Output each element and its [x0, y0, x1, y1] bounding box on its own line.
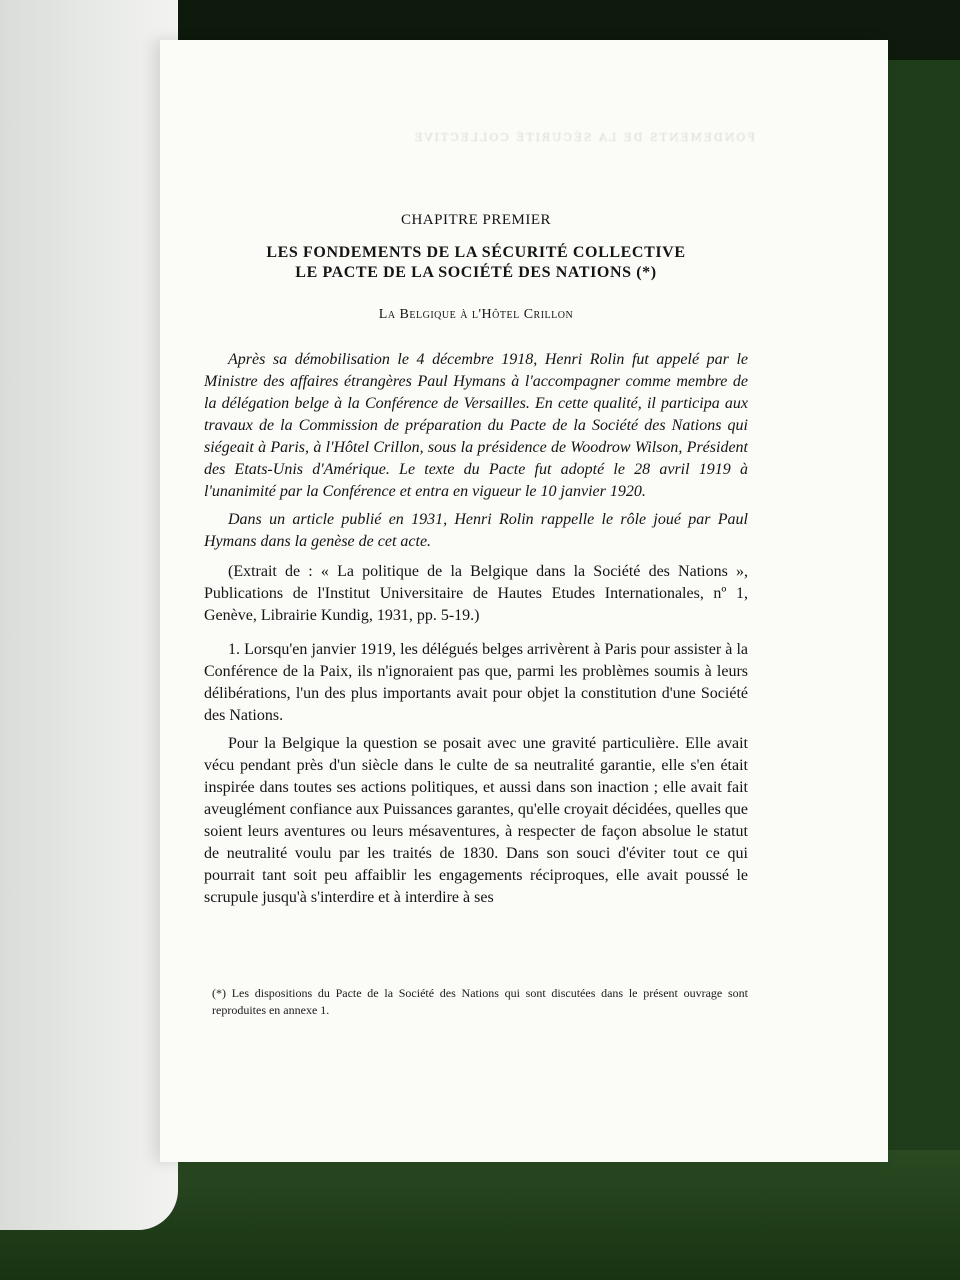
intro-paragraph-2: Dans un article publié en 1931, Henri Rolin rappelle le rôle joué par Paul Hymans dans la genèse de cet acte.	[204, 511, 748, 550]
left-page	[0, 0, 178, 1230]
section-title: La Belgique à l'Hôtel Crillon	[378, 307, 574, 322]
intro-paragraph: Après sa démobilisation le 4 décembre 1918, Henri Rolin fut appelé par le Ministre des affaires étrangères Paul Hymans à l'accompagner comme membre de la délégation belge à la Conférence de Versailles. En cette qualité, il participa aux travaux de la Commission de préparation du Pacte de la Société des Nations qui siégeait à Paris, à l'Hôtel Crillon, sous la présidence de Woodrow Wilson, Président des Etats-Unis d'Amérique. Le texte du Pacte fut adopté le 28 avril 1919 à l'unanimité par la Conférence et entra en vigueur le 10 janvier 1920.	[204, 351, 748, 500]
chapter-label: CHAPITRE PREMIER	[400, 212, 552, 228]
show-through-running-head: FONDEMENTS DE LA SÉCURITÉ COLLECTIVE	[412, 131, 755, 144]
extract-citation: (Extrait de : « La politique de la Belgique dans la Société des Nations », Publications de l'Institut Universitaire de Hautes Etudes Internationales, nº 1, Genève, Librairie Kundig, 1931, pp. 5-19.)	[204, 563, 748, 624]
footnote: (*) Les dispositions du Pacte de la Société des Nations qui sont discutées dans le présent ouvrage sont reproduites en annexe 1.	[212, 986, 748, 1017]
chapter-title-line-2: LE PACTE DE LA SOCIÉTÉ DES NATIONS (*)	[295, 264, 657, 281]
show-through-text	[215, 126, 755, 160]
page-content	[204, 204, 748, 909]
chapter-title-line-1: LES FONDEMENTS DE LA SÉCURITÉ COLLECTIVE	[266, 244, 686, 261]
body-paragraph-1: 1. Lorsqu'en janvier 1919, les délégués belges arrivèrent à Paris pour assister à la Conférence de la Paix, ils n'ignoraient pas que, parmi les problèmes soumis à leurs délibérations, l'un des plus importants avait pour objet la constitution d'une Société des Nations.	[204, 641, 748, 724]
body-paragraph-2: Pour la Belgique la question se posait avec une gravité particulière. Elle avait vécu pendant près d'un siècle dans le culte de sa neutralité garantie, elle s'en était inspirée dans toutes ses actions politiques, et aussi dans son inaction ; elle avait fait aveuglément confiance aux Puissances garantes, qu'elle croyait décidées, quelles que soient leurs aventures ou leurs mésaventures, à respecter de façon absolue le statut de neutralité voulu par les traités de 1830. Dans son souci d'éviter tout ce qui pourrait tant soit peu affaiblir les engagements réciproques, elle avait poussé le scrupule jusqu'à s'interdire et à interdire à ses	[204, 735, 748, 906]
